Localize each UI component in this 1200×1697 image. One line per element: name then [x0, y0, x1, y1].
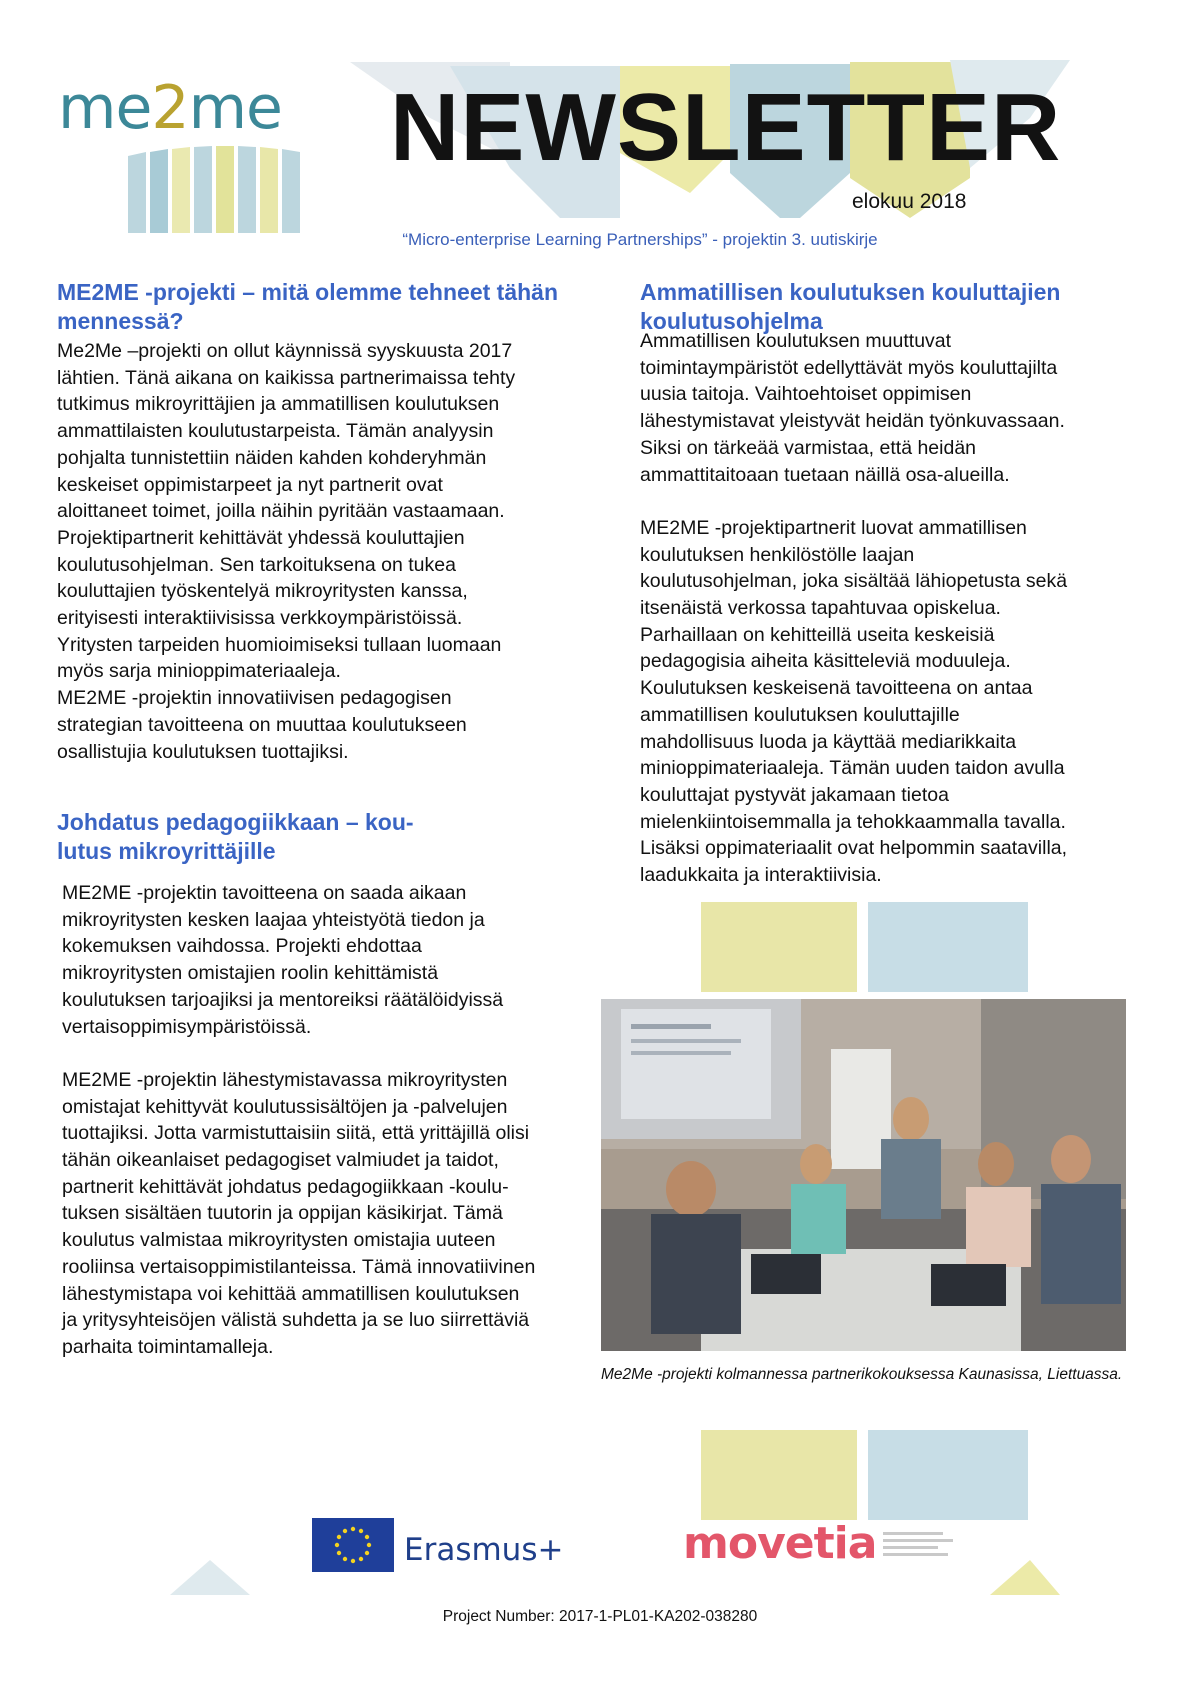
section-heading-trainers: Ammatillisen koulutuksen kouluttajien koulutusohjelma — [640, 279, 1061, 334]
section-body-progress: Me2Me –projekti on ollut käynnissä syyskuusta 2017 lähtien. Tänä aikana on kaikissa partnerimaissa tehty tutkimus mikroyrittäjien ja ammatillisen koulutuksen ammattilaisten koulutustarpeista. Tämän analyysin pohjalta tunnistettiin näiden kahden kohderyhmän keskeiset oppimistarpeet ja nyt partnerit ovat aloittaneet toimet, joilla näihin pyritään vastaamaan. Projektipartnerit kehittävät yhdessä kouluttajien koulutusohjelman. Sen tarkoituksena on tukea kouluttajien työskentelyä mikroyritysten kanssa, erityisesti interaktiivisissa verkkoympäristöissä. Yritysten tarpeiden huomioimiseksi tullaan luomaan myös sarja minioppimateriaaleja. ME2ME -projektin innovatiivisen pedagogisen strategian tavoitteena on muuttaa koulutukseen osallistujia koulutuksen tuottajiksi. — [57, 340, 516, 763]
deco-block-blue-top — [868, 902, 1028, 992]
me2me-logo — [58, 73, 338, 233]
erasmus-label: Erasmus+ — [404, 1532, 564, 1568]
section-body-pedagogy: ME2ME -projektin tavoitteena on saada aikaan mikroyritysten kesken laajaa yhteistyötä tiedon ja kokemuksen vaihdossa. Projekti ehdottaa mikroyritysten omistajien roolin kehittämistä koulutuksen tarjoajiksi ja mentoreiksi räätälöidyissä vertaisoppimisympäristöissä. ME2ME -projektin lähestymistavassa mikroyritysten omistajat kehittyvät koulutussisältöjen ja -palvelujen tuottajiksi. Jotta varmistuttaisiin siitä, että yrittäjillä olisi tähän oikeanlaiset pedagogiset valmiudet ja taidot, partnerit kehittävät johdatus pedagogiikkaan -koulu- tuksen sisältäen tuutorin ja oppijan käsikirjat. Tämä koulutus valmistaa mikroyritysten omistajia uuteen rooliinsa vertaisoppimistilanteissa. Tämä innovatiivinen lähestymistapa voi kehittää ammatillisen koulutuksen ja yritysyhteisöjen välistä suhdetta ja se luo siirrettäviä parhaita toimintamalleja. — [62, 882, 536, 1358]
deco-block-blue-bottom — [868, 1430, 1028, 1520]
deco-block-yellow-top — [701, 902, 857, 992]
section-body-trainers: Ammatillisen koulutuksen muuttuvat toimintaympäristöt edellyttävät myös kouluttajilta uusia taitoja. Vaihtoehtoiset oppimisen lähestymistavat yleistyvät heidän työnkuvassaan. Siksi on tärkeää varmistaa, että heidän ammattitaitoaan tuetaan näillä osa-alueilla. ME2ME -projektipartnerit luovat ammatillisen koulutuksen henkilöstölle laajan koulutusohjelman, joka sisältää lähiopetusta sekä itsenäistä verkossa tapahtuvaa opiskelua. Parhaillaan on kehitteillä useita keskeisiä pedagogisia aiheita käsitteleviä moduuleja. Koulutuksen keskeisenä tavoitteena on antaa ammatillisen koulutuksen kouluttajille mahdollisuus luoda ja käyttää mediarikkaita minioppimateriaaleja. Tämän uuden taidon avulla kouluttajat pystyvät jakamaan tietoa mielenkiintoisemmalla ja tehokkaammalla tavalla. Lisäksi oppimateriaalit ovat helpommin saatavilla, laadukkaita ja interaktiivisia. — [640, 330, 1068, 887]
newsletter-subtitle: “Micro-enterprise Learning Partnerships” - projektin 3. uutiskirje — [402, 230, 878, 249]
issue-date: elokuu 2018 — [852, 190, 967, 213]
deco-block-yellow-bottom — [701, 1430, 857, 1520]
photo-caption: Me2Me -projekti kolmannessa partnerikokouksessa Kaunasissa, Liettuassa. — [601, 1366, 1123, 1383]
section-heading-pedagogy: Johdatus pedagogiikkaan – kou-lutus mikroyrittäjille — [57, 809, 414, 864]
newsletter-title: NEWSLETTER — [390, 74, 1062, 181]
project-number: Project Number: 2017-1-PL01-KA202-038280 — [442, 1608, 758, 1625]
logo-wordmark: me2me — [58, 73, 282, 143]
section-heading-progress: ME2ME -projekti – mitä olemme tehneet tähän mennessä? — [57, 279, 559, 334]
movetia-label: movetia — [683, 1518, 877, 1569]
logo-bars-icon — [128, 146, 318, 233]
meeting-photo-image — [601, 999, 1126, 1351]
footer-decoration — [170, 1540, 1060, 1600]
meeting-photo — [601, 999, 1126, 1351]
